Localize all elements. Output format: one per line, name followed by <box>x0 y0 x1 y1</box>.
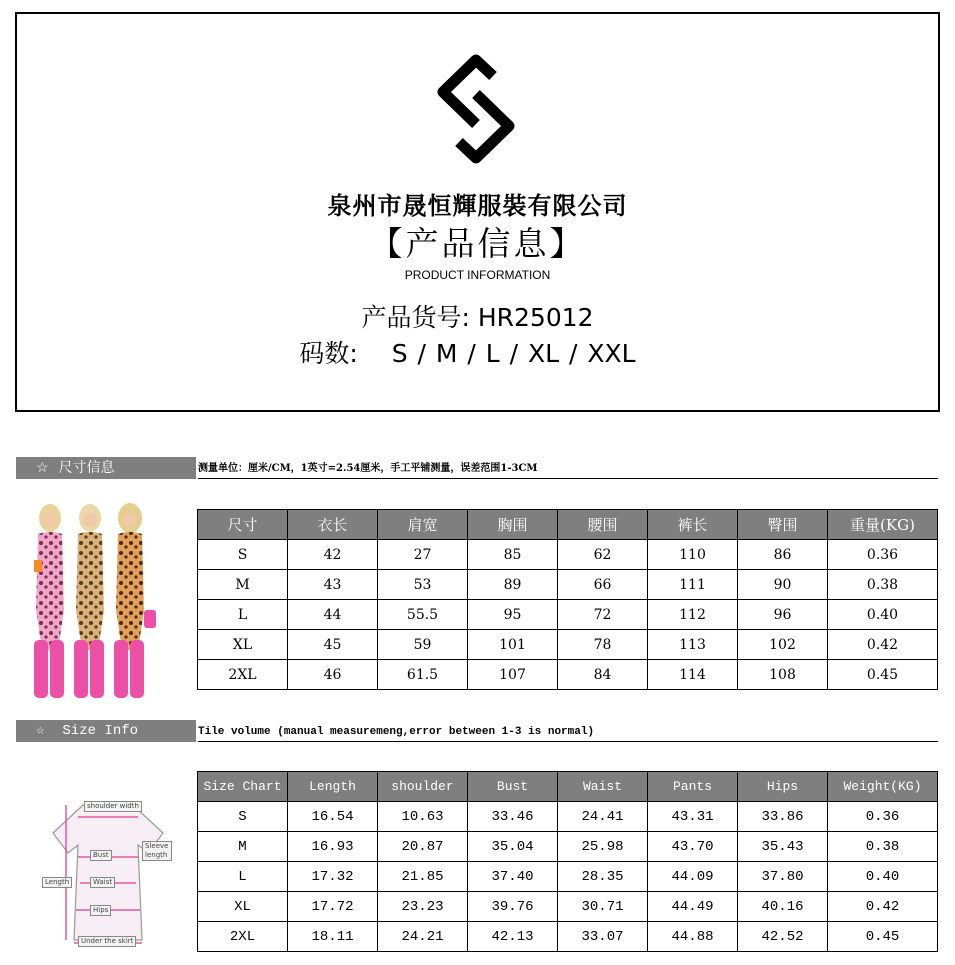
sizes-label: 码数: <box>299 339 358 368</box>
table-cell: L <box>198 600 288 630</box>
table-cell: 45 <box>288 630 378 660</box>
table-cell: 2XL <box>198 660 288 690</box>
table-cell: 35.43 <box>738 832 828 862</box>
table-cell: 10.63 <box>378 802 468 832</box>
table-cell: L <box>198 862 288 892</box>
table-cell: 62 <box>558 540 648 570</box>
diagram-label-shoulder: shoulder width <box>84 801 142 812</box>
product-info-subtitle: PRODUCT INFORMATION <box>404 268 551 282</box>
table-cell: S <box>198 802 288 832</box>
table-cell: 78 <box>558 630 648 660</box>
column-header: Bust <box>468 772 558 802</box>
table-cell: 33.86 <box>738 802 828 832</box>
table-cell: 72 <box>558 600 648 630</box>
table-cell: 30.71 <box>558 892 648 922</box>
table-cell: 112 <box>648 600 738 630</box>
cn-section-note: 测量单位：厘米/CM，1英寸=2.54厘米，手工平铺测量，误差范围1-3CM <box>198 457 938 479</box>
table-cell: 86 <box>738 540 828 570</box>
table-cell: 0.45 <box>828 922 938 952</box>
product-code-label: 产品货号: <box>361 303 470 332</box>
table-cell: 110 <box>648 540 738 570</box>
table-row <box>198 832 938 862</box>
table-cell: 43.70 <box>648 832 738 862</box>
table-cell: 42 <box>288 540 378 570</box>
dress-outline-icon <box>38 795 178 950</box>
table-cell: 16.54 <box>288 802 378 832</box>
table-cell: 21.85 <box>378 862 468 892</box>
diagram-label-hem: Under the skirt <box>78 936 136 947</box>
table-header-row <box>198 772 938 802</box>
column-header: Weight(KG) <box>828 772 938 802</box>
column-header: 尺寸 <box>198 510 288 540</box>
product-code <box>17 298 938 334</box>
table-cell: 27 <box>378 540 468 570</box>
table-cell: 28.35 <box>558 862 648 892</box>
table-cell: XL <box>198 892 288 922</box>
table-cell: 55.5 <box>378 600 468 630</box>
table-cell: 44 <box>288 600 378 630</box>
garment-diagram <box>38 795 178 950</box>
table-cell: 44.09 <box>648 862 738 892</box>
table-cell: 33.07 <box>558 922 648 952</box>
table-cell: 44.88 <box>648 922 738 952</box>
table-cell: 102 <box>738 630 828 660</box>
table-row <box>198 630 938 660</box>
table-row <box>198 892 938 922</box>
table-cell: 0.38 <box>828 570 938 600</box>
table-cell: 0.42 <box>828 892 938 922</box>
table-cell: 0.40 <box>828 600 938 630</box>
table-cell: 35.04 <box>468 832 558 862</box>
table-row <box>198 922 938 952</box>
company-name: 泉州市晟恒輝服裝有限公司 <box>327 191 628 220</box>
table-cell: 0.36 <box>828 802 938 832</box>
cn-section-label <box>16 457 196 479</box>
diagram-label-hips: Hips <box>90 905 111 916</box>
table-cell: S <box>198 540 288 570</box>
table-cell: 25.98 <box>558 832 648 862</box>
model-figure <box>74 504 104 698</box>
product-header <box>15 12 940 412</box>
table-cell: 43.31 <box>648 802 738 832</box>
table-row <box>198 802 938 832</box>
en-section-note: Tile volume (manual measuremeng,error between 1-3 is normal) <box>198 720 938 742</box>
table-cell: 37.40 <box>468 862 558 892</box>
table-row <box>198 660 938 690</box>
table-cell: 101 <box>468 630 558 660</box>
table-cell: 59 <box>378 630 468 660</box>
diagram-label-sleeve: Sleeve length <box>142 841 172 861</box>
table-cell: 53 <box>378 570 468 600</box>
table-cell: 42.52 <box>738 922 828 952</box>
table-row <box>198 570 938 600</box>
table-cell: 107 <box>468 660 558 690</box>
star-icon: ☆ <box>36 723 45 739</box>
sizes-value: S / M / L / XL / XXL <box>391 339 636 368</box>
models-photo <box>28 500 160 700</box>
table-cell: 2XL <box>198 922 288 952</box>
column-header: Length <box>288 772 378 802</box>
diagram-label-waist: Waist <box>90 877 115 888</box>
column-header: 胸围 <box>468 510 558 540</box>
table-cell: 20.87 <box>378 832 468 862</box>
column-header: 肩宽 <box>378 510 468 540</box>
table-cell: XL <box>198 630 288 660</box>
table-cell: M <box>198 832 288 862</box>
table-cell: 66 <box>558 570 648 600</box>
table-cell: 108 <box>738 660 828 690</box>
table-cell: 16.93 <box>288 832 378 862</box>
table-cell: 0.36 <box>828 540 938 570</box>
table-cell: 0.40 <box>828 862 938 892</box>
product-info-title: 【产品信息】 <box>369 224 586 263</box>
table-cell: 114 <box>648 660 738 690</box>
column-header: 腰围 <box>558 510 648 540</box>
table-cell: 90 <box>738 570 828 600</box>
model-figure <box>114 503 156 698</box>
column-header: shoulder <box>378 772 468 802</box>
table-header-row <box>198 510 938 540</box>
table-cell: 111 <box>648 570 738 600</box>
table-cell: 18.11 <box>288 922 378 952</box>
table-cell: 95 <box>468 600 558 630</box>
column-header: 臀围 <box>738 510 828 540</box>
table-cell: 61.5 <box>378 660 468 690</box>
diagram-label-bust: Bust <box>90 850 112 861</box>
table-cell: 39.76 <box>468 892 558 922</box>
table-row <box>198 862 938 892</box>
table-cell: 24.41 <box>558 802 648 832</box>
diagram-label-length: Length <box>42 877 72 888</box>
star-icon: ☆ <box>36 460 49 476</box>
table-cell: 42.13 <box>468 922 558 952</box>
column-header: Waist <box>558 772 648 802</box>
table-cell: 0.45 <box>828 660 938 690</box>
column-header: 裤长 <box>648 510 738 540</box>
table-cell: 40.16 <box>738 892 828 922</box>
en-size-table <box>197 771 938 952</box>
table-cell: 17.32 <box>288 862 378 892</box>
product-code-value: HR25012 <box>477 303 594 332</box>
table-cell: 23.23 <box>378 892 468 922</box>
table-cell: 85 <box>468 540 558 570</box>
column-header: Hips <box>738 772 828 802</box>
column-header: Pants <box>648 772 738 802</box>
table-cell: 0.38 <box>828 832 938 862</box>
table-cell: 84 <box>558 660 648 690</box>
table-cell: 96 <box>738 600 828 630</box>
table-cell: 43 <box>288 570 378 600</box>
table-cell: 46 <box>288 660 378 690</box>
en-section-title: Size Info <box>62 723 139 739</box>
column-header: Size Chart <box>198 772 288 802</box>
table-cell: 17.72 <box>288 892 378 922</box>
table-row <box>198 540 938 570</box>
column-header: 衣长 <box>288 510 378 540</box>
table-cell: 44.49 <box>648 892 738 922</box>
cn-section-title: 尺寸信息 <box>58 460 115 476</box>
table-cell: 37.80 <box>738 862 828 892</box>
en-section-label <box>16 720 196 742</box>
table-cell: 0.42 <box>828 630 938 660</box>
table-row <box>198 600 938 630</box>
column-header: 重量(KG) <box>828 510 938 540</box>
table-cell: M <box>198 570 288 600</box>
cn-size-table <box>197 509 938 690</box>
table-cell: 33.46 <box>468 802 558 832</box>
model-figure <box>34 504 64 698</box>
table-cell: 24.21 <box>378 922 468 952</box>
product-sizes <box>0 334 938 370</box>
table-cell: 89 <box>468 570 558 600</box>
table-cell: 113 <box>648 630 738 660</box>
brand-logo <box>431 54 521 164</box>
